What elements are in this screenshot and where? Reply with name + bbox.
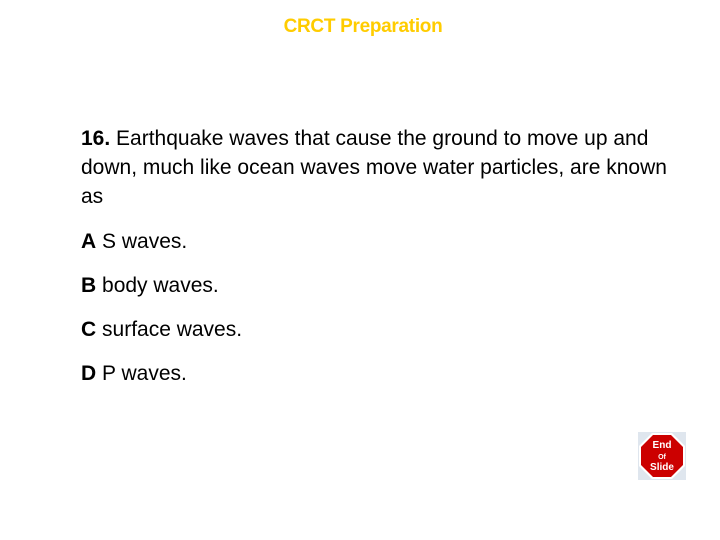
answer-letter: A [81, 230, 97, 253]
question-block [81, 124, 671, 403]
of-label: Of [658, 454, 666, 461]
end-of-slide-button[interactable] [638, 432, 686, 480]
end-label: End [652, 440, 672, 451]
answer-letter: B [81, 274, 97, 297]
answer-list [81, 227, 671, 388]
answer-option-c[interactable] [81, 315, 671, 344]
answer-text: body waves. [102, 274, 219, 297]
answer-option-a[interactable] [81, 227, 671, 256]
slide-label: Slide [650, 462, 674, 473]
slide-title: CRCT Preparation [283, 16, 443, 37]
answer-text: surface waves. [102, 318, 243, 341]
answer-text: S waves. [102, 230, 188, 253]
answer-letter: D [81, 362, 97, 385]
question-body: Earthquake waves that cause the ground to move up and down, much like ocean waves move water particles, are known as [81, 127, 667, 208]
answer-option-d[interactable] [81, 359, 671, 388]
answer-letter: C [81, 318, 97, 341]
answer-option-b[interactable] [81, 271, 671, 300]
question-number: 16. [81, 127, 111, 150]
question-text [81, 124, 671, 211]
answer-text: P waves. [102, 362, 187, 385]
stop-sign-icon [638, 432, 686, 480]
